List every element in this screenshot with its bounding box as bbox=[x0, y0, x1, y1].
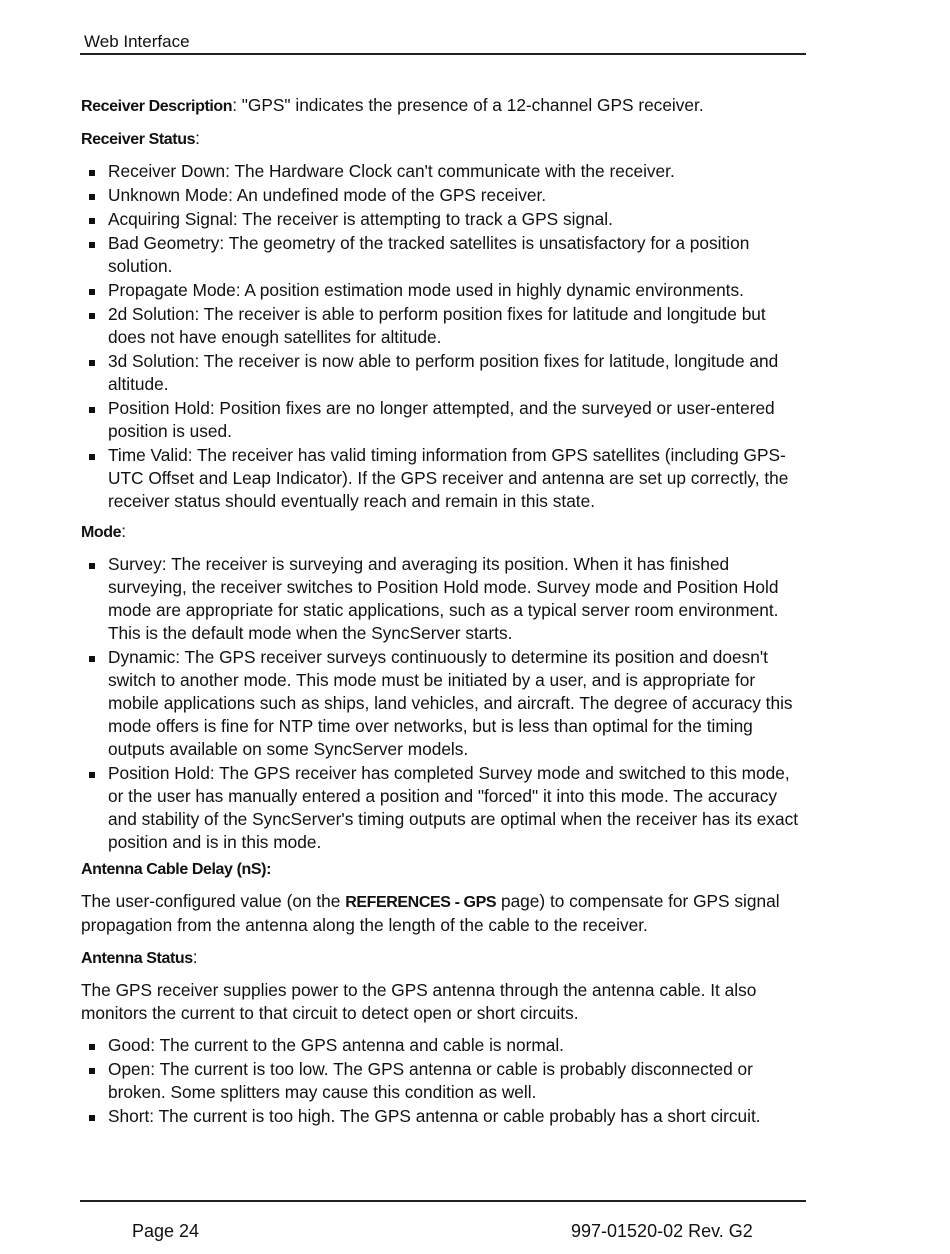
running-header: Web Interface bbox=[84, 32, 190, 51]
receiver-status-colon: : bbox=[195, 128, 200, 148]
mode-heading bbox=[81, 520, 807, 544]
receiver-description-text: : "GPS" indicates the presence of a 12-channel GPS receiver. bbox=[232, 95, 704, 115]
antenna-status-list bbox=[81, 1034, 807, 1128]
list-item: Short: The current is too high. The GPS antenna or cable probably has a short circuit. bbox=[81, 1105, 807, 1128]
list-item: Good: The current to the GPS antenna and cable is normal. bbox=[81, 1034, 807, 1057]
list-item: 2d Solution: The receiver is able to perform position fixes for latitude and longitude but does not have enough satellites for altitude. bbox=[81, 303, 807, 349]
receiver-description-paragraph bbox=[81, 94, 807, 118]
mode-label: Mode bbox=[81, 524, 122, 541]
antenna-cable-delay-text-after: page) to compensate for GPS signal propagation from the antenna along the length of the cable to the receiver. bbox=[81, 891, 780, 935]
list-item: Unknown Mode: An undefined mode of the GPS receiver. bbox=[81, 184, 807, 207]
document-id: 997-01520-02 Rev. G2 bbox=[571, 1221, 753, 1241]
receiver-status-label: Receiver Status bbox=[81, 131, 196, 148]
antenna-status-intro: The GPS receiver supplies power to the GPS antenna through the antenna cable. It also monitors the current to that circuit to detect open or short circuits. bbox=[81, 980, 757, 1023]
antenna-status-heading bbox=[81, 946, 807, 970]
list-item: Receiver Down: The Hardware Clock can't communicate with the receiver. bbox=[81, 160, 807, 183]
header-divider bbox=[80, 53, 806, 55]
list-item: Time Valid: The receiver has valid timing information from GPS satellites (including GPS-UTC Offset and Leap Indicator). If the GPS receiver and antenna are set up correctly, the receiver status should eventually reach and remain in this state. bbox=[81, 444, 807, 513]
list-item: 3d Solution: The receiver is now able to perform position fixes for latitude, longitude and altitude. bbox=[81, 350, 807, 396]
page-number: Page 24 bbox=[132, 1221, 200, 1241]
references-gps-page-ref: REFERENCES - GPS bbox=[345, 894, 497, 911]
list-item: Propagate Mode: A position estimation mode used in highly dynamic environments. bbox=[81, 279, 807, 302]
list-item: Open: The current is too low. The GPS antenna or cable is probably disconnected or broken. Some splitters may cause this condition as well. bbox=[81, 1058, 807, 1104]
receiver-status-list bbox=[81, 160, 807, 513]
footer-divider bbox=[80, 1200, 806, 1202]
list-item: Bad Geometry: The geometry of the tracked satellites is unsatisfactory for a position solution. bbox=[81, 232, 807, 278]
antenna-status-label: Antenna Status bbox=[81, 950, 193, 967]
antenna-cable-delay-heading bbox=[81, 857, 807, 881]
antenna-cable-delay-label: Antenna Cable Delay (nS): bbox=[81, 861, 272, 878]
page-body bbox=[81, 94, 807, 1135]
list-item: Dynamic: The GPS receiver surveys continuously to determine its position and doesn't switch to another mode. This mode must be initiated by a user, and is appropriate for mobile applications such as ships, land vehicles, and aircraft. The degree of accuracy this mode offers is fine for NTP time over networks, but is less than optimal for the timing outputs available on some SyncServer models. bbox=[81, 646, 807, 761]
receiver-status-heading bbox=[81, 127, 807, 151]
list-item: Acquiring Signal: The receiver is attempting to track a GPS signal. bbox=[81, 208, 807, 231]
antenna-cable-delay-text-before: The user-configured value (on the bbox=[81, 891, 346, 911]
list-item: Position Hold: The GPS receiver has completed Survey mode and switched to this mode, or the user has manually entered a position and "forced" it into this mode. The accuracy and stability of the SyncServer's timing outputs are optimal when the receiver has its exact position and is in this mode. bbox=[81, 762, 807, 854]
list-item: Position Hold: Position fixes are no longer attempted, and the surveyed or user-entered position is used. bbox=[81, 397, 807, 443]
list-item: Survey: The receiver is surveying and averaging its position. When it has finished surveying, the receiver switches to Position Hold mode. Survey mode and Position Hold mode are appropriate for static applications, such as a typical server room environment. This is the default mode when the SyncServer starts. bbox=[81, 553, 807, 645]
mode-list bbox=[81, 553, 807, 854]
antenna-status-colon: : bbox=[192, 947, 198, 967]
receiver-description-label: Receiver Description bbox=[81, 98, 233, 115]
mode-colon: : bbox=[121, 521, 126, 541]
antenna-cable-delay-paragraph bbox=[81, 890, 807, 937]
